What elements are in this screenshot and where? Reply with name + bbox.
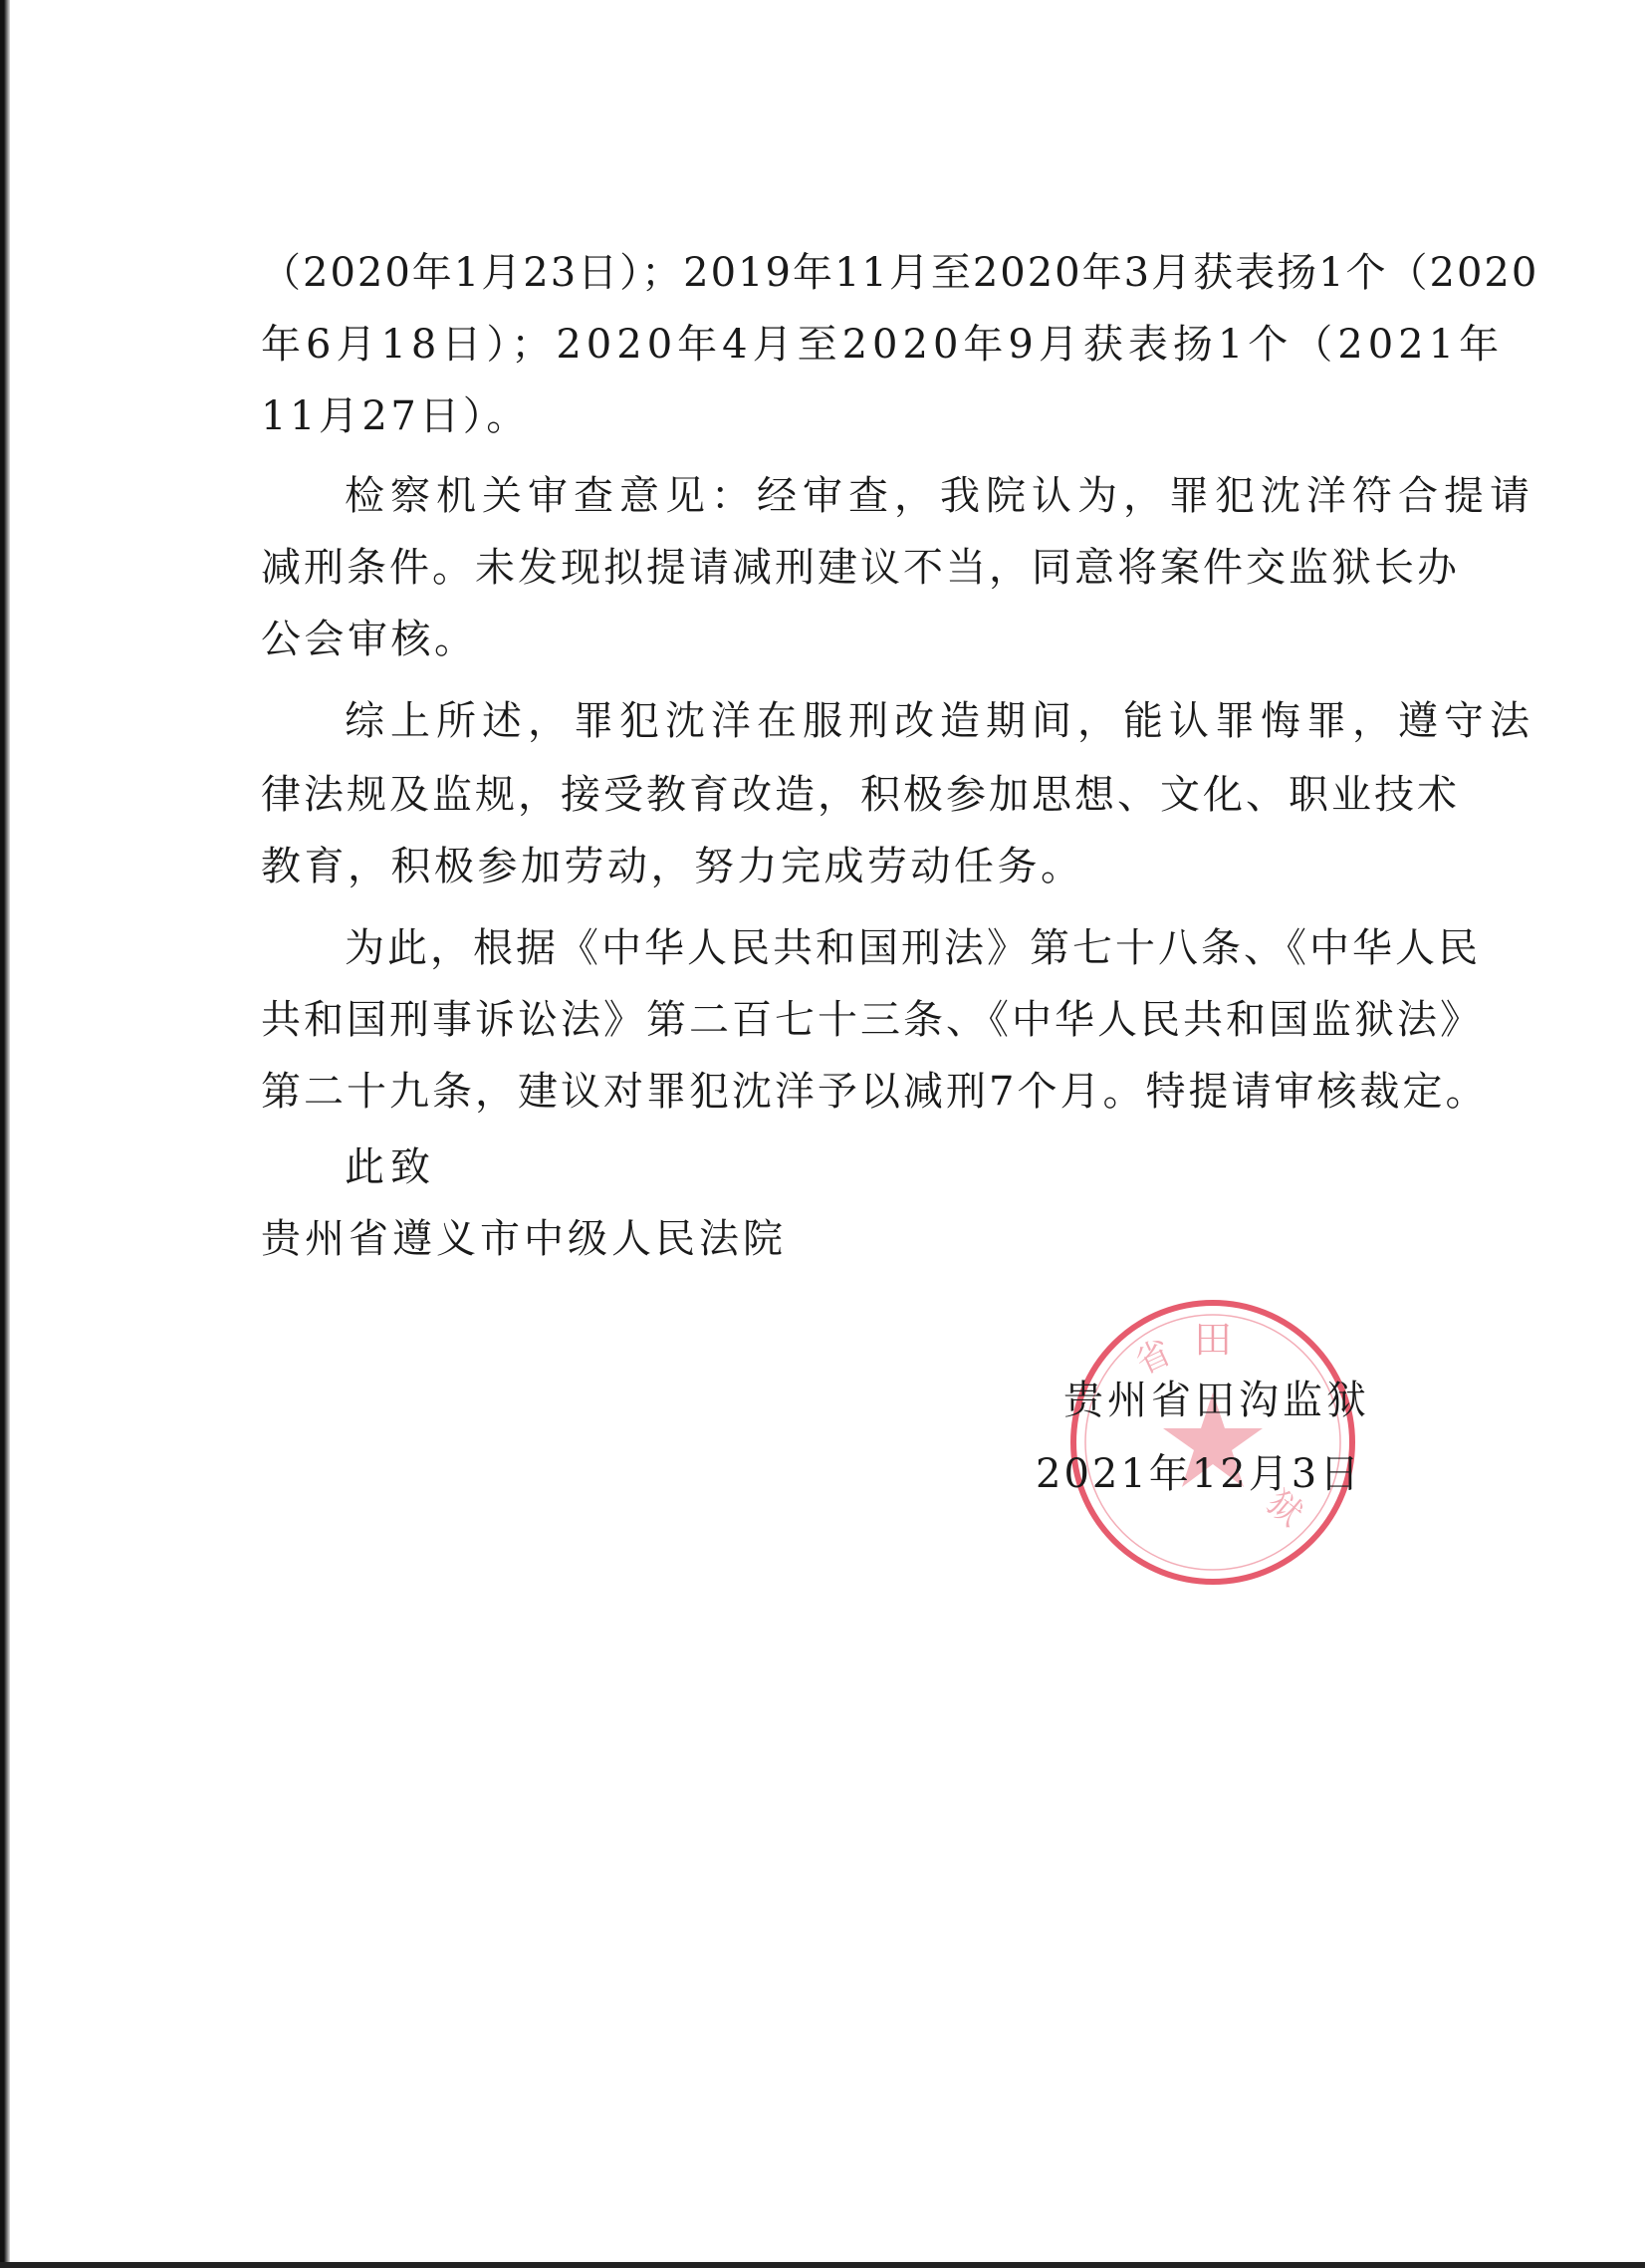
body-line-12: 第二十九条，建议对罪犯沈洋予以减刑7个月。特提请审核裁定。 <box>261 1069 1489 1115</box>
signature-org: 贵州省田沟监狱 <box>1063 1378 1370 1423</box>
body-line-10: 为此，根据《中华人民共和国刑法》第七十八条、《中华人民 <box>345 925 1481 971</box>
svg-text:狱: 狱 <box>1259 1482 1310 1535</box>
signature-date: 2021年12月3日 <box>1036 1451 1363 1497</box>
official-seal <box>1063 1293 1362 1592</box>
body-line-6: 公会审核。 <box>261 617 478 662</box>
recipient: 贵州省遵义市中级人民法院 <box>261 1216 787 1262</box>
body-line-2: 年6月18日）；2020年4月至2020年9月获表扬1个（2021年 <box>261 322 1505 368</box>
body-line-3: 11月27日）。 <box>261 393 530 439</box>
body-line-8: 律法规及监规，接受教育改造，积极参加思想、文化、职业技术 <box>261 772 1460 818</box>
body-line-11: 共和国刑事诉讼法》第二百七十三条、《中华人民共和国监狱法》 <box>261 997 1483 1043</box>
salutation: 此致 <box>345 1144 436 1190</box>
body-line-1: （2020年1月23日）；2019年11月至2020年3月获表扬1个（2020 <box>261 250 1539 296</box>
body-line-5: 减刑条件。未发现拟提请减刑建议不当，同意将案件交监狱长办 <box>261 545 1460 591</box>
body-line-4: 检察机关审查意见：经审查，我院认为，罪犯沈洋符合提请 <box>345 473 1535 519</box>
svg-text:田: 田 <box>1193 1318 1233 1362</box>
scan-edge-bottom <box>0 2262 1645 2268</box>
svg-text:省: 省 <box>1129 1332 1178 1384</box>
body-line-7: 综上所述，罪犯沈洋在服刑改造期间，能认罪悔罪，遵守法 <box>345 698 1535 744</box>
scan-edge-left <box>0 0 10 2268</box>
body-line-9: 教育，积极参加劳动，努力完成劳动任务。 <box>261 844 1084 889</box>
